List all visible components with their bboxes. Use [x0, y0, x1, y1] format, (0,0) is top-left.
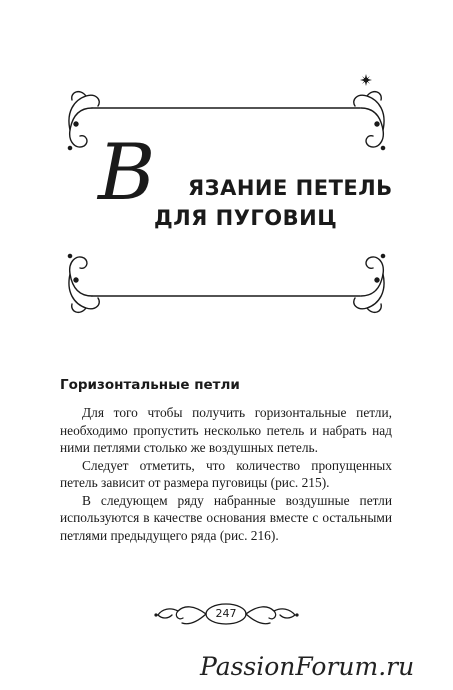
page-number: 247	[215, 607, 237, 620]
paragraph: В следующем ряду набранные воздушные петли используются в качестве основания вместе с остальными петлями предыдущего ряда (рис. 216).	[60, 492, 392, 543]
bottom-left-flourish	[68, 254, 99, 312]
section-heading: Горизонтальные петли	[60, 377, 240, 393]
title-line-2: ДЛЯ ПУГОВИЦ	[154, 206, 338, 230]
title-initial-letter: В	[98, 128, 156, 218]
page-number-ornament	[150, 595, 303, 635]
body-text	[60, 404, 392, 544]
paragraph: Для того чтобы получить горизонтальные петли, необходимо пропустить несколько петель и набрать над ними петлями столько же воздушных петель.	[60, 405, 392, 455]
bottom-right-flourish	[354, 254, 385, 312]
watermark-text: PassionForum.ru	[200, 652, 415, 681]
chapter-title	[92, 128, 393, 240]
paragraph: Следует отметить, что количество пропущенных петель зависит от размера пуговицы (рис. 215).	[60, 457, 392, 490]
star-ornament-icon	[360, 74, 372, 86]
title-line-1: ЯЗАНИЕ ПЕТЕЛЬ	[188, 176, 393, 200]
